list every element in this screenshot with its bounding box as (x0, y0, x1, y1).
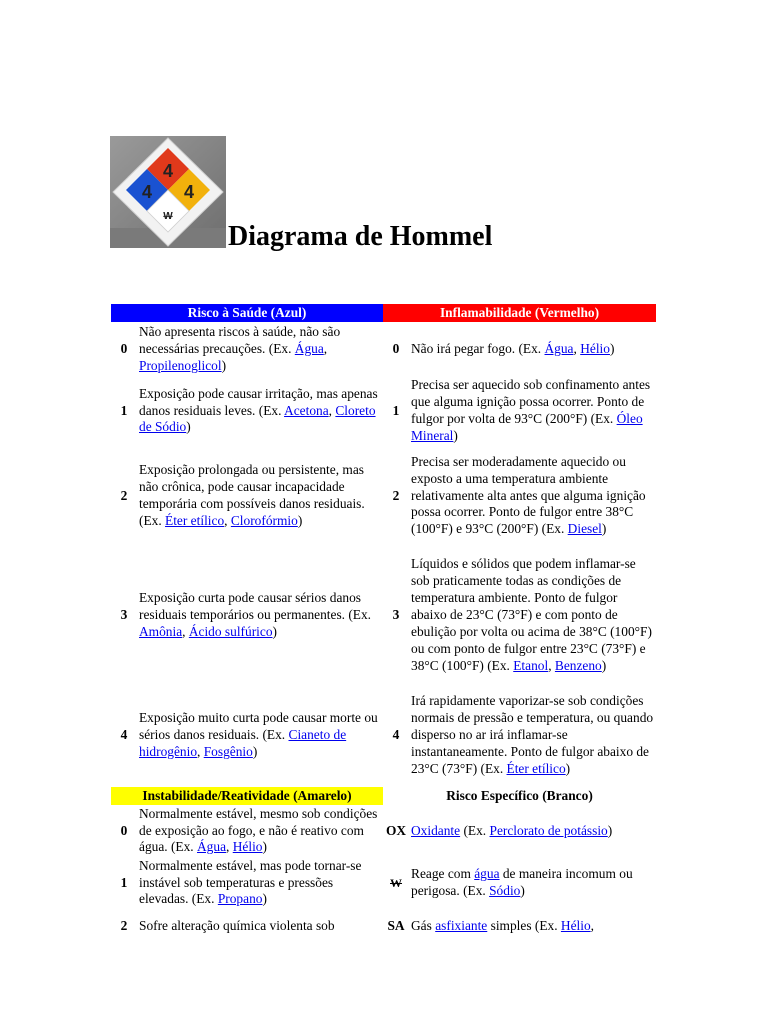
instability-description (137, 805, 383, 857)
special-text: de maneira incomum ou perigosa. (Ex. (411, 866, 633, 898)
special-description (409, 909, 656, 943)
instability-level: 0 (120, 822, 128, 838)
page-title: Diagrama de Hommel (228, 221, 493, 252)
health-text: Exposição muito curta pode causar morte ou sérios danos residuais. (Ex. (139, 710, 378, 743)
separator: , (573, 341, 581, 357)
special-text: (Ex. (460, 822, 490, 838)
fire-text: Irá rapidamente vaporizar-se sob condições normais de pressão e temperatura, ou quando disperso no ar irá inflamar-se instantaneamente. Ponto de fulgor abaixo de 23°C (73°F) (Ex. (411, 693, 654, 776)
health-text: Exposição prolongada ou persistente, mas não crônica, pode causar incapacidade temporária com possíveis danos residuais. (Ex. (139, 462, 365, 528)
fire-level: 4 (392, 727, 400, 743)
health-description (137, 445, 383, 547)
special-example-link[interactable]: Sódio (489, 883, 521, 898)
health-text: Exposição pode causar irritação, mas apenas danos residuais leves. (Ex. (139, 385, 378, 418)
fire-text: Precisa ser aquecido sob confinamento antes que alguma ignição possa ocorrer. Ponto de fulgor por volta de 93°C (200°F) (Ex. (411, 377, 651, 426)
separator: , (197, 743, 204, 759)
table-row (111, 805, 656, 857)
health-example-link[interactable]: Éter etílico (165, 512, 225, 528)
closing: ) (252, 743, 258, 759)
special-link[interactable]: Oxidante (411, 822, 461, 838)
health-example-link[interactable]: Propilenoglicol (139, 357, 222, 373)
separator: , (226, 839, 233, 855)
fire-value: 4 (162, 161, 174, 181)
fire-header: Inflamabilidade (Vermelho) (383, 304, 656, 322)
nfpa-diamond-graphic (110, 136, 226, 248)
separator: , (328, 402, 336, 418)
separator: , (224, 512, 231, 528)
health-text: Não apresenta riscos à saúde, não são necessárias precauções. (Ex. (139, 324, 341, 357)
instability-text: Normalmente estável, mas pode tornar-se instável sob temperaturas e pressões elevadas. (Ex. (139, 857, 362, 907)
fire-example-link[interactable]: Hélio (580, 341, 610, 357)
health-example-link[interactable]: Cloreto de Sódio (139, 402, 376, 435)
instability-example-link[interactable]: Água (197, 839, 227, 855)
instability-text: Normalmente estável, mesmo sob condições de exposição ao fogo, e não é reativo com água. (Ex. (139, 805, 378, 855)
health-description (137, 684, 383, 787)
closing: ) (262, 839, 267, 855)
fire-level: 0 (392, 341, 400, 357)
health-level: 4 (120, 727, 128, 743)
closing: ) (565, 760, 571, 776)
fire-text: Não irá pegar fogo. (Ex. (411, 341, 545, 357)
fire-level: 1 (392, 402, 400, 418)
health-description (137, 322, 383, 377)
health-example-link[interactable]: Fosgênio (203, 743, 253, 759)
special-value: W (163, 211, 173, 222)
special-example-link[interactable]: Hélio (560, 917, 591, 933)
fire-example-link[interactable]: Éter etílico (506, 760, 566, 776)
closing: ) (186, 419, 191, 435)
special-code: SA (387, 917, 405, 933)
header-row-1 (111, 304, 656, 322)
nfpa-diamond-logo (110, 136, 226, 248)
health-value: 4 (141, 182, 153, 202)
instability-example-link[interactable]: Propano (217, 891, 263, 907)
instability-level: 1 (120, 874, 128, 890)
special-description (409, 857, 656, 909)
special-header: Risco Específico (Branco) (383, 787, 656, 805)
special-example-link[interactable]: Perclorato de potássio (489, 822, 608, 838)
health-example-link[interactable]: Acetona (284, 402, 329, 418)
table-row (111, 684, 656, 787)
closing: ) (601, 521, 607, 537)
special-link[interactable]: asfixiante (435, 917, 488, 933)
health-example-link[interactable]: Água (294, 341, 324, 357)
fire-description (409, 547, 656, 684)
closing: ) (221, 357, 227, 373)
health-level: 0 (120, 341, 128, 357)
table-row (111, 322, 656, 377)
fire-description (409, 322, 656, 377)
fire-level: 2 (392, 487, 400, 503)
closing: ) (601, 657, 607, 673)
reactivity-value: 4 (183, 182, 195, 202)
instability-header: Instabilidade/Reatividade (Amarelo) (111, 787, 383, 805)
separator: , (323, 341, 328, 357)
hazard-table (111, 304, 656, 943)
table-row (111, 909, 656, 943)
instability-description (137, 857, 383, 909)
health-example-link[interactable]: Cianeto de hidrogênio (139, 727, 347, 759)
special-text: simples (Ex. (487, 917, 561, 933)
instability-example-link[interactable]: Hélio (232, 839, 263, 855)
closing: ) (520, 883, 525, 898)
closing: ) (297, 512, 303, 528)
fire-example-link[interactable]: Óleo Mineral (411, 411, 643, 443)
instability-level: 2 (120, 917, 128, 933)
health-example-link[interactable]: Amônia (139, 623, 183, 639)
health-header: Risco à Saúde (Azul) (111, 304, 383, 322)
closing: ) (607, 822, 613, 838)
fire-description (409, 377, 656, 445)
health-level: 3 (120, 607, 128, 623)
fire-example-link[interactable]: Água (544, 341, 574, 357)
fire-text: Precisa ser moderadamente aquecido ou exposto a uma temperatura ambiente relativamente alta antes que alguma ignição possa ocorrer. Ponto de fulgor entre 38°C (100°F) e 93°C (200°F) (Ex. (411, 453, 646, 537)
health-example-link[interactable]: Clorofórmio (230, 512, 298, 528)
special-text: Gás (411, 917, 436, 933)
special-code: OX (385, 822, 407, 838)
special-code: W (390, 875, 403, 890)
table-row (111, 445, 656, 547)
health-example-link[interactable]: Ácido sulfúrico (188, 623, 273, 639)
special-link[interactable]: água (474, 866, 500, 882)
health-description (137, 547, 383, 684)
header-row-2 (111, 787, 656, 805)
health-text: Exposição curta pode causar sérios danos residuais temporários ou permanentes. (Ex. (139, 590, 372, 623)
fire-description (409, 684, 656, 787)
special-description (409, 805, 656, 857)
special-text: Reage com (411, 866, 475, 882)
health-level: 1 (120, 402, 128, 418)
table-row (111, 377, 656, 445)
health-description (137, 377, 383, 445)
fire-text: Líquidos e sólidos que podem inflamar-se sob praticamente todas as condições de temperatura ambiente. Ponto de fulgor abaixo de 23°C (73°F) e com ponto de ebulição por volta ou acima de 38°C (100°F) ou com ponto de fulgor entre 23°C (73°F) e 38°C (100°F) (Ex. (411, 556, 652, 673)
fire-example-link[interactable]: Benzeno (554, 657, 602, 673)
closing: ) (262, 891, 267, 907)
separator: , (182, 623, 189, 639)
table-row (111, 857, 656, 909)
health-level: 2 (120, 487, 128, 503)
closing: ) (272, 623, 277, 639)
closing: ) (453, 427, 458, 443)
fire-description (409, 445, 656, 547)
instability-text: Sofre alteração química violenta sob (139, 917, 335, 933)
fire-example-link[interactable]: Etanol (513, 657, 549, 673)
table-row (111, 547, 656, 684)
separator: , (548, 657, 555, 673)
closing: ) (609, 341, 615, 357)
instability-description (137, 909, 383, 943)
closing: , (590, 917, 595, 933)
fire-example-link[interactable]: Diesel (567, 521, 602, 537)
fire-level: 3 (392, 607, 400, 623)
